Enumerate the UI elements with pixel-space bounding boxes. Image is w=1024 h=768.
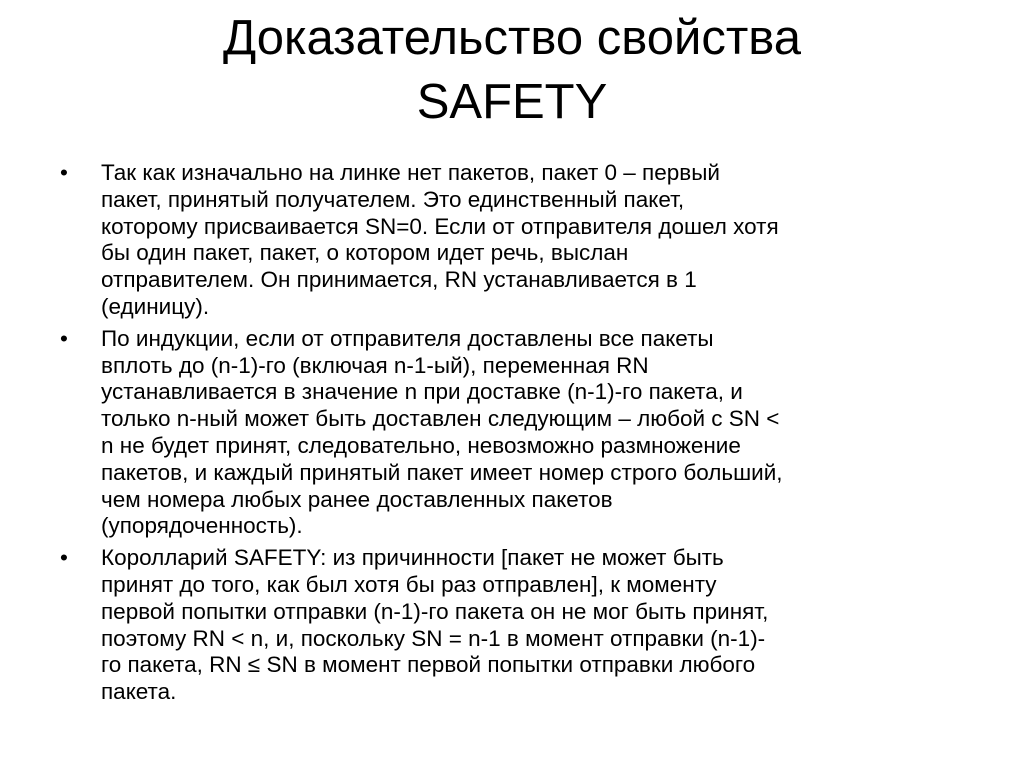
bullet-text: Королларий SAFETY: из причинности [пакет не может быть принят до того, как был хотя бы раз отправлен], к моменту первой попытки отправки (n-1)-го пакета он не мог быть принят, поэтому RN < n, и, поскольку SN = n-1 в момент отправки (n-1)- го пакета, RN ≤ SN в момент первой попытки отправки любого пакета.	[101, 545, 769, 705]
bullet-text: По индукции, если от отправителя доставлены все пакеты вплоть до (n-1)-го (включая n-1-ый), переменная RN устанавливается в значение n при доставке (n-1)-го пакета, и только n-ный может быть доставлен следующим – любой с SN < n не будет принят, следовательно, невозможно размножение пакетов, и каждый принятый пакет имеет номер строго больший, чем номера любых ранее доставленных пакетов (упорядоченность).	[101, 325, 783, 539]
bullet-item-initial-packet	[60, 160, 970, 321]
slide-title-line-1: Доказательство свойства	[222, 11, 802, 65]
bullet-list	[60, 160, 970, 711]
slide-title-line-2: SAFETY	[416, 75, 608, 129]
bullet-icon: •	[60, 545, 68, 571]
bullet-item-corollary	[60, 545, 970, 706]
slide-title	[60, 6, 964, 134]
bullet-icon: •	[60, 325, 68, 351]
bullet-item-induction	[60, 326, 970, 540]
bullet-icon: •	[60, 160, 68, 185]
bullet-text: Так как изначально на линке нет пакетов, пакет 0 – первый пакет, принятый получателем. Это единственный пакет, которому присваивается SN=0. Если от отправителя дошел хотя бы один пакет, пакет, о котором идет речь, выслан отправителем. Он принимается, RN устанавливается в 1 (единицу).	[101, 160, 779, 319]
